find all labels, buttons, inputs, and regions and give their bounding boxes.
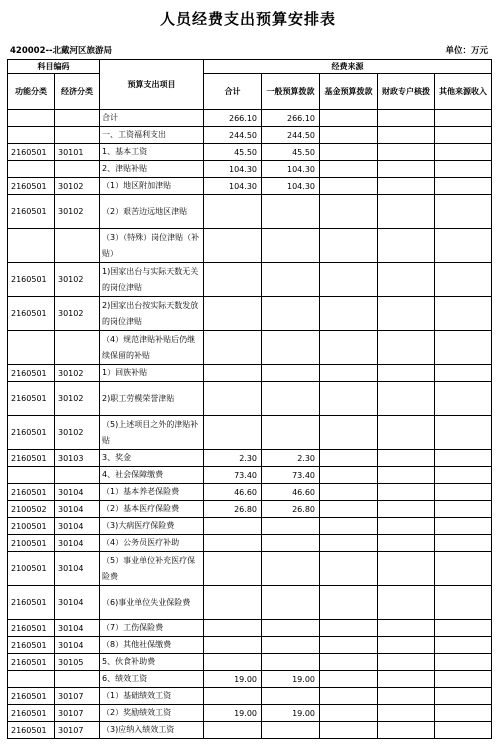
cell-other [435,671,492,688]
cell-fund [320,331,378,365]
cell-other [435,722,492,739]
cell-fund [320,263,378,297]
header-func-class: 功能分类 [8,74,55,110]
cell-func-class: 2160501 [8,144,55,161]
cell-func-class [8,110,55,127]
cell-func-class: 2160501 [8,637,55,654]
cell-func-class: 2160501 [8,654,55,671]
cell-total: 104.30 [204,161,262,178]
cell-general: 104.30 [262,161,320,178]
cell-econ-class: 30104 [55,518,100,535]
cell-total [204,518,262,535]
table-row [8,297,492,331]
cell-item: 合计 [100,110,204,127]
cell-item: 1)国家出台与实际天数无关的岗位津贴 [100,263,204,297]
cell-item: 2)职工劳模荣誉津贴 [100,382,204,416]
cell-func-class: 2160501 [8,722,55,739]
cell-item: （1）地区附加津贴 [100,178,204,195]
table-row [8,484,492,501]
cell-fund [320,654,378,671]
cell-econ-class: 30102 [55,382,100,416]
cell-total: 266.10 [204,110,262,127]
cell-other [435,467,492,484]
cell-general: 26.80 [262,501,320,518]
table-row [8,127,492,144]
page-title: 人员经费支出预算安排表 [159,10,336,28]
cell-total: 244.50 [204,127,262,144]
cell-fund [320,161,378,178]
cell-general: 46.60 [262,484,320,501]
cell-total [204,722,262,739]
cell-fund [320,110,378,127]
cell-fund [320,416,378,450]
cell-total [204,688,262,705]
cell-func-class: 2100502 [8,501,55,518]
cell-general [262,688,320,705]
cell-general [262,637,320,654]
cell-total: 19.00 [204,705,262,722]
cell-special [378,620,435,637]
cell-other [435,552,492,586]
cell-econ-class: 30107 [55,688,100,705]
cell-special [378,365,435,382]
cell-general [262,195,320,229]
cell-special [378,195,435,229]
cell-econ-class: 30102 [55,365,100,382]
cell-item: 4、社会保障缴费 [100,467,204,484]
cell-general: 19.00 [262,705,320,722]
cell-special [378,484,435,501]
table-row [8,518,492,535]
cell-func-class [8,331,55,365]
cell-item: （4）公务员医疗补助 [100,535,204,552]
cell-fund [320,501,378,518]
cell-other [435,450,492,467]
cell-general [262,552,320,586]
table-row [8,620,492,637]
cell-other [435,331,492,365]
cell-total [204,586,262,620]
cell-special [378,263,435,297]
cell-func-class [8,671,55,688]
cell-econ-class [55,229,100,263]
header-item: 预算支出项目 [100,60,204,110]
cell-total [204,263,262,297]
cell-special [378,586,435,620]
cell-item: （1）基础绩效工资 [100,688,204,705]
cell-other [435,416,492,450]
header-special: 财政专户核拨 [378,74,435,110]
cell-general: 104.30 [262,178,320,195]
cell-special [378,297,435,331]
cell-econ-class: 30101 [55,144,100,161]
cell-general [262,331,320,365]
table-row [8,705,492,722]
cell-item: （6)事业单位失业保险费 [100,586,204,620]
cell-fund [320,229,378,263]
cell-total [204,297,262,331]
cell-special [378,518,435,535]
cell-other [435,144,492,161]
cell-econ-class [55,110,100,127]
cell-other [435,705,492,722]
cell-general [262,263,320,297]
cell-special [378,637,435,654]
cell-general [262,518,320,535]
cell-item: 一、工资福利支出 [100,127,204,144]
cell-special [378,705,435,722]
cell-fund [320,535,378,552]
cell-fund [320,705,378,722]
table-row [8,467,492,484]
cell-item: （8）其他社保缴费 [100,637,204,654]
cell-other [435,535,492,552]
cell-func-class [8,229,55,263]
header-other: 其他来源收入 [435,74,492,110]
cell-fund [320,518,378,535]
header-subject-code: 科目编码 [8,60,100,74]
cell-item: （4）规范津贴补贴后仍继续保留的补贴 [100,331,204,365]
cell-general [262,416,320,450]
cell-econ-class: 30104 [55,484,100,501]
cell-special [378,535,435,552]
header-econ-class: 经济分类 [55,74,100,110]
cell-special [378,178,435,195]
cell-item: （3）（特殊）岗位津贴（补贴） [100,229,204,263]
cell-special [378,654,435,671]
table-row [8,450,492,467]
cell-other [435,586,492,620]
cell-func-class: 2160501 [8,586,55,620]
cell-item: 1）回族补贴 [100,365,204,382]
cell-item: （2）奖励绩效工资 [100,705,204,722]
table-row [8,416,492,450]
cell-other [435,297,492,331]
cell-other [435,518,492,535]
cell-func-class: 2160501 [8,450,55,467]
table-row [8,229,492,263]
table-row [8,331,492,365]
cell-item: （3)应纳入绩效工资 [100,722,204,739]
cell-other [435,688,492,705]
cell-fund [320,484,378,501]
cell-econ-class: 30102 [55,297,100,331]
cell-item: 6、绩效工资 [100,671,204,688]
cell-general: 19.00 [262,671,320,688]
table-row [8,365,492,382]
cell-other [435,229,492,263]
cell-special [378,331,435,365]
cell-econ-class [55,671,100,688]
cell-item: 3、奖金 [100,450,204,467]
cell-econ-class: 30107 [55,722,100,739]
cell-item: 2、津贴补贴 [100,161,204,178]
cell-special [378,382,435,416]
cell-econ-class: 30104 [55,552,100,586]
table-body [8,110,492,739]
cell-func-class: 2160501 [8,484,55,501]
cell-general [262,229,320,263]
table-row [8,110,492,127]
table-row [8,654,492,671]
header-total: 合计 [204,74,262,110]
cell-special [378,229,435,263]
cell-other [435,637,492,654]
cell-total: 45.50 [204,144,262,161]
cell-special [378,416,435,450]
cell-other [435,195,492,229]
cell-total [204,637,262,654]
cell-econ-class: 30104 [55,620,100,637]
cell-item: （3)大病医疗保险费 [100,518,204,535]
cell-total: 46.60 [204,484,262,501]
cell-econ-class: 30102 [55,263,100,297]
table-row [8,195,492,229]
cell-item: （5）事业单位补充医疗保险费 [100,552,204,586]
cell-fund [320,178,378,195]
cell-total [204,654,262,671]
cell-fund [320,382,378,416]
cell-fund [320,637,378,654]
cell-general [262,535,320,552]
cell-func-class: 2160501 [8,382,55,416]
cell-econ-class: 30104 [55,501,100,518]
cell-general [262,722,320,739]
cell-other [435,484,492,501]
cell-item: （2）艰苦边远地区津贴 [100,195,204,229]
cell-econ-class: 30104 [55,637,100,654]
table-row [8,637,492,654]
cell-func-class: 2100501 [8,535,55,552]
cell-total [204,195,262,229]
table-row [8,263,492,297]
cell-general [262,654,320,671]
cell-total: 26.80 [204,501,262,518]
cell-item: 5、伙食补助费 [100,654,204,671]
cell-special [378,722,435,739]
cell-func-class: 2160501 [8,263,55,297]
cell-total [204,552,262,586]
cell-func-class: 2160501 [8,195,55,229]
cell-special [378,671,435,688]
cell-general: 244.50 [262,127,320,144]
cell-econ-class: 30104 [55,535,100,552]
cell-special [378,110,435,127]
org-name: 420002--北戴河区旅游局 [10,46,113,56]
cell-total: 2.30 [204,450,262,467]
cell-general: 266.10 [262,110,320,127]
cell-total [204,535,262,552]
cell-func-class: 2160501 [8,178,55,195]
cell-func-class [8,161,55,178]
cell-item: （7）工伤保险费 [100,620,204,637]
cell-fund [320,620,378,637]
cell-total [204,365,262,382]
cell-econ-class: 30102 [55,195,100,229]
cell-func-class [8,127,55,144]
cell-econ-class [55,127,100,144]
cell-total: 104.30 [204,178,262,195]
cell-special [378,552,435,586]
cell-econ-class: 30103 [55,450,100,467]
table-row [8,501,492,518]
cell-other [435,365,492,382]
cell-general: 2.30 [262,450,320,467]
cell-total [204,229,262,263]
cell-total [204,620,262,637]
cell-econ-class [55,161,100,178]
cell-special [378,501,435,518]
cell-total: 73.40 [204,467,262,484]
cell-item: （1）基本养老保险费 [100,484,204,501]
header-general: 一般预算拨款 [262,74,320,110]
cell-other [435,263,492,297]
cell-func-class: 2160501 [8,416,55,450]
cell-fund [320,365,378,382]
table-row [8,144,492,161]
cell-fund [320,467,378,484]
cell-item: （2）基本医疗保险费 [100,501,204,518]
unit-label: 单位：万元 [445,46,488,56]
cell-general: 73.40 [262,467,320,484]
cell-fund [320,195,378,229]
cell-general [262,586,320,620]
cell-other [435,501,492,518]
cell-other [435,654,492,671]
cell-econ-class [55,467,100,484]
cell-fund [320,450,378,467]
cell-fund [320,552,378,586]
cell-fund [320,127,378,144]
cell-func-class: 2160501 [8,365,55,382]
cell-item: （5)上述项目之外的津贴补贴 [100,416,204,450]
cell-econ-class [55,331,100,365]
header-source: 经费来源 [204,60,492,74]
cell-special [378,161,435,178]
cell-special [378,144,435,161]
cell-total: 19.00 [204,671,262,688]
cell-fund [320,688,378,705]
table-row [8,671,492,688]
cell-total [204,416,262,450]
cell-special [378,467,435,484]
cell-item: 2)国家出台按实际天数发放的岗位津贴 [100,297,204,331]
cell-econ-class: 30102 [55,416,100,450]
cell-other [435,127,492,144]
table-row [8,161,492,178]
cell-econ-class: 30105 [55,654,100,671]
cell-func-class: 2160501 [8,620,55,637]
cell-other [435,161,492,178]
cell-fund [320,144,378,161]
cell-item: 1、基本工资 [100,144,204,161]
cell-total [204,331,262,365]
table-row [8,722,492,739]
cell-econ-class: 30107 [55,705,100,722]
cell-special [378,688,435,705]
cell-general [262,297,320,331]
cell-func-class: 2100501 [8,518,55,535]
cell-fund [320,586,378,620]
cell-func-class: 2160501 [8,688,55,705]
header-fund: 基金预算拨款 [320,74,378,110]
cell-other [435,110,492,127]
table-row [8,688,492,705]
cell-general [262,365,320,382]
cell-fund [320,722,378,739]
table-row [8,586,492,620]
cell-total [204,382,262,416]
cell-func-class: 2160501 [8,297,55,331]
cell-func-class: 2160501 [8,705,55,722]
cell-other [435,620,492,637]
cell-econ-class: 30102 [55,178,100,195]
table-row [8,535,492,552]
cell-other [435,178,492,195]
table-row [8,178,492,195]
cell-econ-class: 30104 [55,586,100,620]
cell-func-class [8,467,55,484]
cell-general [262,620,320,637]
cell-fund [320,297,378,331]
cell-special [378,450,435,467]
cell-other [435,382,492,416]
budget-table [7,59,492,739]
cell-general: 45.50 [262,144,320,161]
table-row [8,382,492,416]
table-row [8,552,492,586]
cell-special [378,127,435,144]
cell-func-class: 2100501 [8,552,55,586]
cell-fund [320,671,378,688]
cell-general [262,382,320,416]
